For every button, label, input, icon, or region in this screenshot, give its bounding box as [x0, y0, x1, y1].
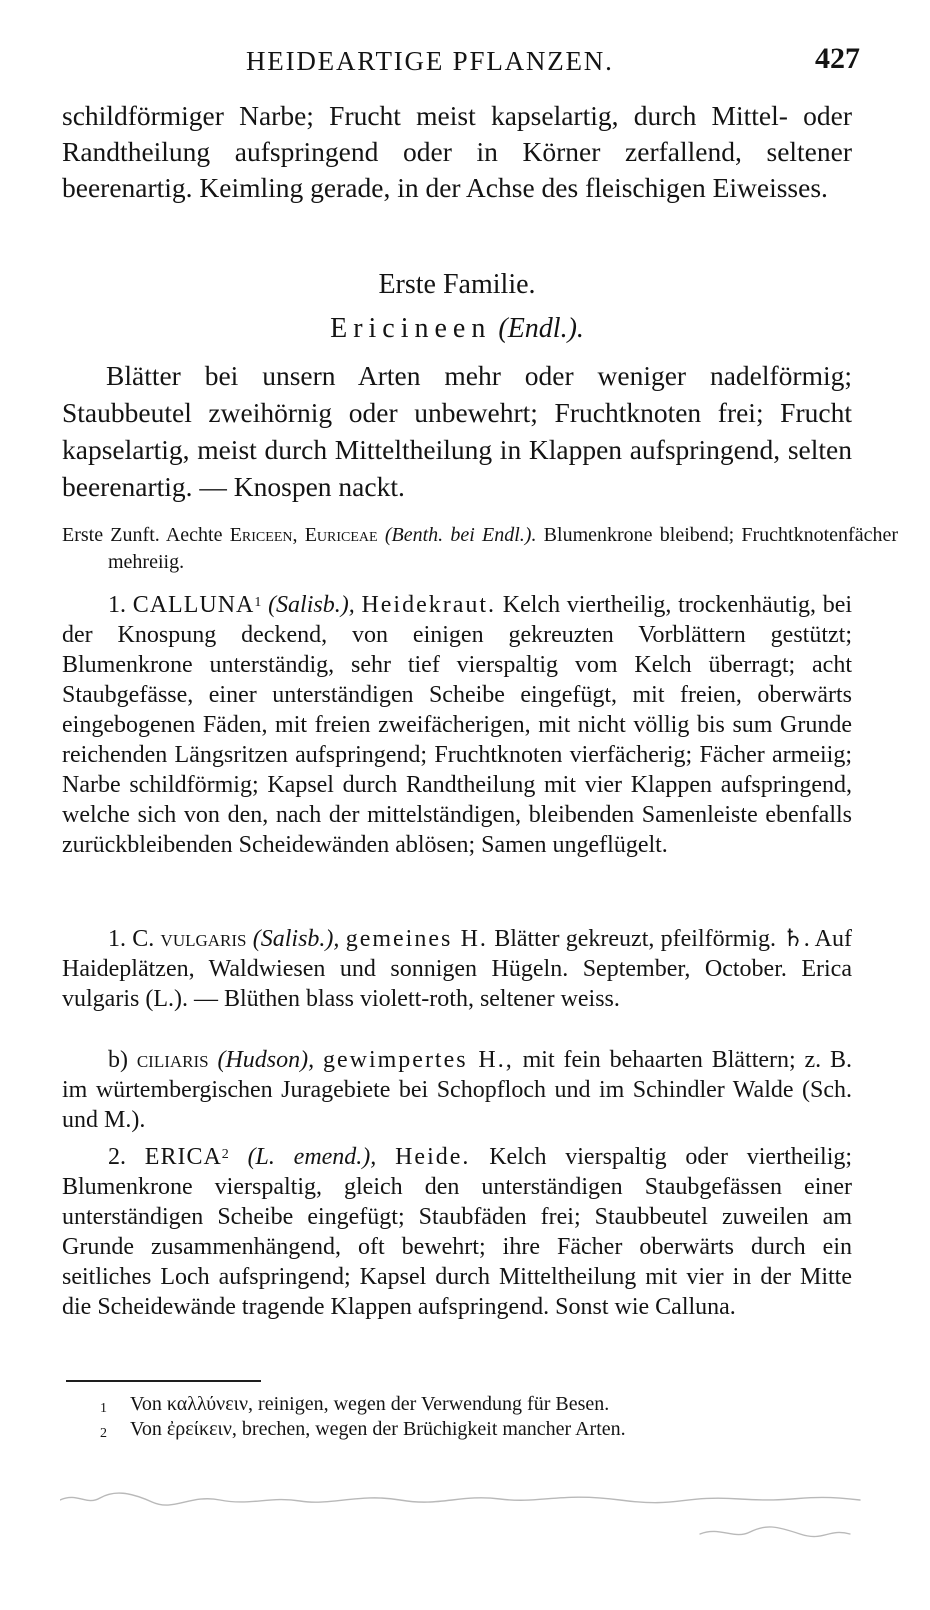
erica-common-name: Heide.	[395, 1144, 471, 1170]
footnote-divider	[66, 1380, 261, 1382]
species-vulgaris-entry	[62, 924, 852, 1014]
zunft-paragraph	[62, 522, 898, 576]
zunft-label: Erste Zunft. Aechte	[62, 524, 223, 546]
variety-ciliaris-entry	[62, 1045, 852, 1135]
footnotes	[100, 1392, 860, 1442]
calluna-number: 1.	[108, 592, 126, 618]
vulgaris-number: 1.	[108, 926, 126, 952]
calluna-authority: (Salisb.),	[268, 592, 355, 618]
vulgaris-name: C. vulgaris	[132, 926, 247, 952]
footnote-2	[100, 1417, 860, 1442]
calluna-name: CALLUNA	[132, 592, 255, 618]
calluna-description: Kelch viertheilig, trockenhäutig, bei der Knospung deckend, von einigen gekreuzten Vorblättern gestützt; Blumenkrone unterständig, sehr tief vierspaltig vom Kelch überragt; acht Staubgefässe, einer unterständigen Scheibe eingefügt, mit freien, oberwärts eingebogenen Fäden, mit freien zweifächerigen, mit nicht völlig bis sum Grunde reichenden Längsritzen aufspringend; Fruchtknoten vierfächerig; Fächer armeiig; Narbe schildförmig; Kapsel durch Randtheilung mit vier Klappen aufspringend, welche sich von den, nach der mittelständigen, bleibenden Samenleiste ebenfalls zurückbleibenden Scheidewänden ablösen; Samen ungeflügelt.	[62, 592, 853, 858]
ciliaris-common-name: gewimpertes H.,	[322, 1047, 514, 1073]
zunft-name-euriceae: Euriceae	[304, 524, 378, 546]
erica-description: Kelch vierspaltig oder viertheilig; Blumenkrone vierspaltig, gleich den unterständigen Staubgefässen einer unterständigen Scheibe eingefügt; Staubfäden frei; Staubbeutel zuweilen am Grunde zusammenhängend, oft bewehrt; ihre Fächer oberwärts durch ein seitliches Loch aufspringend; Kapsel durch Mitteltheilung mit vier in der Mitte die Scheidewände tragende Klappen aufspringend. Sonst wie Calluna.	[62, 1144, 853, 1320]
erica-authority: (L. emend.),	[247, 1144, 377, 1170]
family-title: Erste Familie.	[378, 269, 536, 300]
footnote-1-text: Von καλλύνειν, reinigen, wegen der Verwendung für Besen.	[130, 1393, 610, 1415]
family-authority: (Endl.).	[498, 313, 584, 344]
calluna-common-name: Heidekraut.	[361, 592, 497, 618]
ciliaris-name: ciliaris	[136, 1047, 209, 1073]
zunft-name-ericeen: Ericeen,	[229, 524, 298, 546]
erica-number: 2.	[108, 1144, 126, 1170]
footnote-2-number: 2	[100, 1426, 107, 1441]
vulgaris-description: Blätter gekreuzt, pfeilförmig. ♄. Auf Haideplätzen, Waldwiesen und sonnigen Hügeln. September, October. Erica vulgaris (L.). — Blüthen blass violett-roth, seltener weiss.	[62, 926, 852, 1012]
family-heading	[62, 311, 852, 347]
handwritten-pencil-annotation	[60, 1488, 900, 1568]
ciliaris-description: mit fein behaarten Blättern; z. B. im würtembergischen Juragebiete bei Schopfloch und im Schindler Walde (Sch. und M.).	[62, 1047, 853, 1133]
vulgaris-authority: (Salisb.),	[252, 926, 340, 952]
family-description: Blätter bei unsern Arten mehr oder weniger nadelförmig; Staubbeutel zweihörnig oder unbewehrt; Fruchtknoten frei; Frucht kapselartig, meist durch Mitteltheilung in Klappen aufspringend, selten beerenartig. — Knospen nackt.	[62, 360, 852, 502]
ciliaris-authority: (Hudson),	[217, 1047, 315, 1073]
running-head	[62, 38, 868, 82]
lead-paragraph: schildförmiger Narbe; Frucht meist kapselartig, durch Mittel- oder Randtheilung aufspringend oder in Körner zerfallend, seltener beerenartig. Keimling gerade, in der Achse des fleischigen Eiweisses.	[62, 100, 852, 203]
page-number: 427	[815, 42, 860, 75]
footnote-1-number: 1	[100, 1401, 107, 1416]
erica-footnote-ref: 2	[221, 1147, 229, 1162]
erica-name: ERICA	[144, 1144, 222, 1170]
footnote-1	[100, 1392, 860, 1417]
running-title: HEIDEARTIGE PFLANZEN.	[246, 46, 614, 76]
footnote-2-text: Von ἐρείκειν, brechen, wegen der Brüchigkeit mancher Arten.	[130, 1418, 626, 1440]
zunft-text: Blumenkrone bleibend; Fruchtknotenfächer mehreiig.	[108, 524, 898, 573]
genus-erica-entry	[62, 1142, 852, 1322]
vulgaris-common-name: gemeines H.	[345, 926, 488, 952]
genus-calluna-entry	[62, 590, 852, 860]
zunft-authority: (Benth. bei Endl.).	[384, 524, 537, 546]
calluna-footnote-ref: 1	[254, 595, 262, 610]
family-name: Ericineen	[330, 313, 492, 344]
ciliaris-label: b)	[108, 1047, 128, 1073]
